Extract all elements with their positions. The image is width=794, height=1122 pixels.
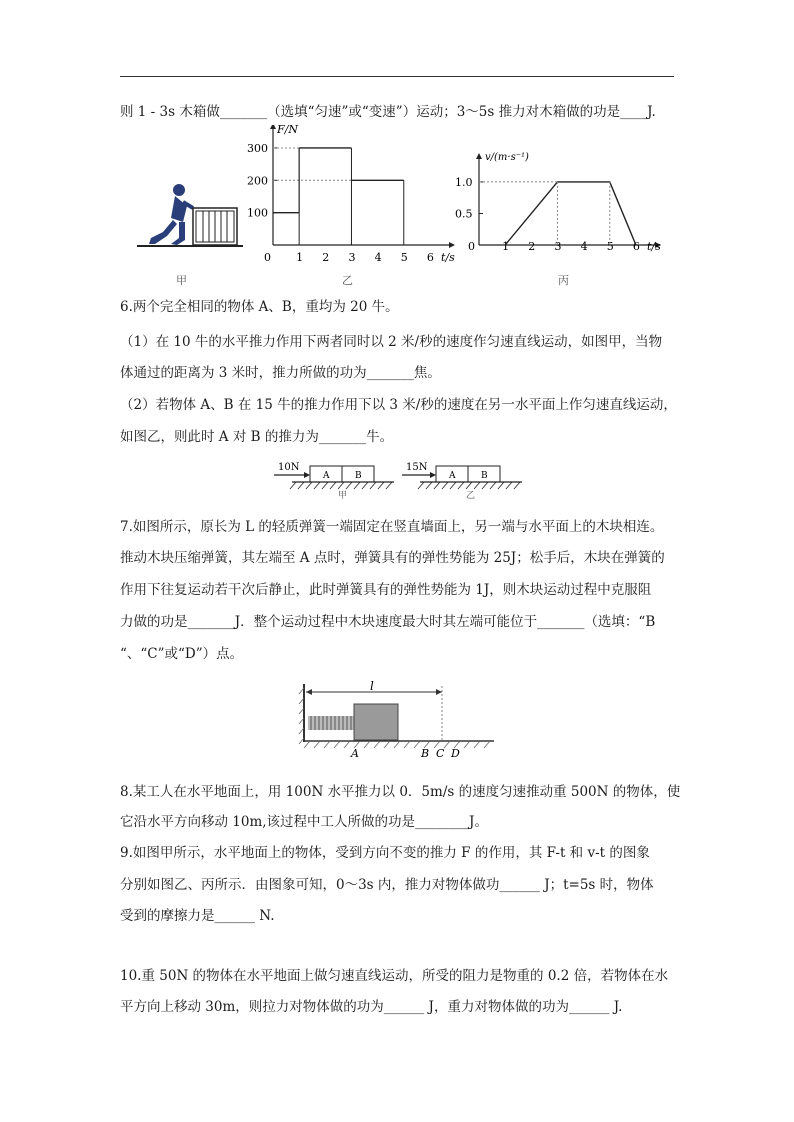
fig-yi-caption: 乙 bbox=[342, 274, 353, 287]
x-tick-label: 1 bbox=[502, 240, 510, 253]
spring-block-figure bbox=[296, 678, 501, 760]
q10-line-2: 平方向上移动 30m，则拉力对物体做的功为______ J，重力对物体做的功为______ J. bbox=[120, 999, 623, 1015]
x-tick-label: 2 bbox=[528, 240, 536, 253]
header-rule bbox=[120, 76, 674, 77]
x-tick-label: 6 bbox=[632, 240, 640, 253]
x-tick-label: 0 bbox=[468, 240, 475, 253]
x-tick-label: 3 bbox=[348, 251, 356, 264]
x-tick-label: 1 bbox=[296, 251, 304, 264]
x-tick-label: 3 bbox=[554, 240, 562, 253]
y-tick-label: 100 bbox=[247, 206, 268, 220]
q6-fig-jia-caption: 甲 bbox=[338, 491, 348, 501]
q5-line-1: 则 1 - 3s 木箱做_______（选填“匀速”或“变速”）运动；3～5s 推力对木箱做的功是____J. bbox=[120, 104, 656, 120]
velocity-time-chart bbox=[455, 148, 670, 266]
q7-line-2: 推动木块压缩弹簧，其左端至 A 点时，弹簧具有的弹性势能为 25J；松手后，木块在弹簧的 bbox=[120, 550, 665, 566]
x-tick-label: 0 bbox=[264, 251, 271, 264]
x-tick-label: 4 bbox=[374, 251, 382, 264]
q7-line-3: 作用下往复运动若干次后静止，此时弹簧具有的弹性势能为 1J，则木块运动过程中克服阻 bbox=[120, 582, 652, 598]
worker-pushing-box-figure bbox=[135, 178, 245, 253]
block-a-label: A bbox=[449, 471, 456, 481]
x-tick-label: 2 bbox=[322, 251, 330, 264]
y-tick-label: 300 bbox=[247, 141, 268, 155]
q9-line-1: 9.如图甲所示，水平地面上的物体，受到方向不变的推力 F 的作用，其 F-t 和 v-t 的图象 bbox=[120, 845, 650, 861]
force-label-15n: 15N bbox=[406, 462, 428, 473]
y-axis-label: v/(m·s⁻¹) bbox=[485, 152, 529, 163]
worker-body bbox=[171, 196, 187, 222]
y-axis-arrow bbox=[270, 125, 276, 129]
q6-line-3: 体通过的距离为 3 米时，推力所做的功为_______焦。 bbox=[120, 365, 441, 381]
point-c-label: C bbox=[436, 747, 445, 760]
block-b-label: B bbox=[355, 471, 362, 481]
q6-line-1: 6.两个完全相同的物体 A、B，重均为 20 牛。 bbox=[120, 299, 399, 315]
q6-figure-jia bbox=[268, 458, 398, 503]
q6-figure-yi bbox=[398, 458, 528, 503]
q8-line-2: 它沿水平方向移动 10m,该过程中工人所做的功是________J。 bbox=[120, 814, 488, 830]
q6-line-4: （2）若物体 A、B 在 15 牛的推力作用下以 3 米/秒的速度在另一水平面上作匀速直线运动， bbox=[120, 397, 677, 413]
x-tick-label: 5 bbox=[606, 240, 614, 253]
q9-line-2: 分别如图乙、丙所示．由图象可知，0～3s 内，推力对物体做功______ J；t=5s 时，物体 bbox=[120, 877, 654, 893]
q10-line-1: 10.重 50N 的物体在水平地面上做匀速直线运动，所受的阻力是物重的 0.2 倍，若物体在水 bbox=[120, 968, 669, 984]
worker-head bbox=[173, 184, 185, 196]
block-b-label: B bbox=[481, 471, 488, 481]
fig-bing-caption: 丙 bbox=[558, 274, 569, 287]
q6-fig-yi-caption: 乙 bbox=[466, 491, 476, 501]
q7-line-4: 力做的功是_______J．整个运动过程中木块速度最大时其左端可能位于_______（选填：“B bbox=[120, 614, 656, 630]
block-a-label: A bbox=[323, 471, 330, 481]
x-tick-label: 5 bbox=[400, 251, 408, 264]
y-axis-label: F/N bbox=[277, 125, 298, 136]
velocity-line bbox=[505, 182, 636, 245]
q7-line-5: “、“C”或“D”）点。 bbox=[120, 646, 244, 662]
worker-leg-back bbox=[149, 220, 177, 244]
y-tick-label: 0.5 bbox=[455, 207, 473, 221]
x-axis-label: t/s bbox=[441, 251, 455, 264]
force-time-chart bbox=[245, 125, 460, 265]
q6-line-5: 如图乙，则此时 A 对 B 的推力为_______牛。 bbox=[120, 429, 394, 445]
y-tick-label: 200 bbox=[247, 174, 268, 188]
point-d-label: D bbox=[451, 747, 460, 760]
force-label-10n: 10N bbox=[278, 462, 300, 473]
q7-line-1: 7.如图所示，原长为 L 的轻质弹簧一端固定在竖直墙面上，另一端与水平面上的木块相连。 bbox=[120, 519, 664, 535]
q6-line-2: （1）在 10 牛的水平推力作用下两者同时以 2 米/秒的速度作匀速直线运动，如图甲，当物 bbox=[120, 334, 663, 350]
point-b-label: B bbox=[421, 747, 430, 760]
x-axis-label: t/s bbox=[647, 240, 661, 253]
y-axis-arrow bbox=[476, 153, 482, 159]
wooden-block bbox=[354, 704, 398, 740]
x-tick-label: 4 bbox=[580, 240, 588, 253]
fig-jia-caption: 甲 bbox=[176, 274, 187, 287]
length-label: l bbox=[370, 679, 374, 693]
q9-line-3: 受到的摩擦力是______ N. bbox=[120, 908, 275, 924]
q8-line-1: 8.某工人在水平地面上，用 100N 水平推力以 0．5m/s 的速度匀速推动重 500N 的物体，使 bbox=[120, 784, 681, 800]
y-tick-label: 1.0 bbox=[455, 175, 473, 189]
x-tick-label: 6 bbox=[426, 251, 434, 264]
point-a-label: A bbox=[351, 747, 359, 760]
